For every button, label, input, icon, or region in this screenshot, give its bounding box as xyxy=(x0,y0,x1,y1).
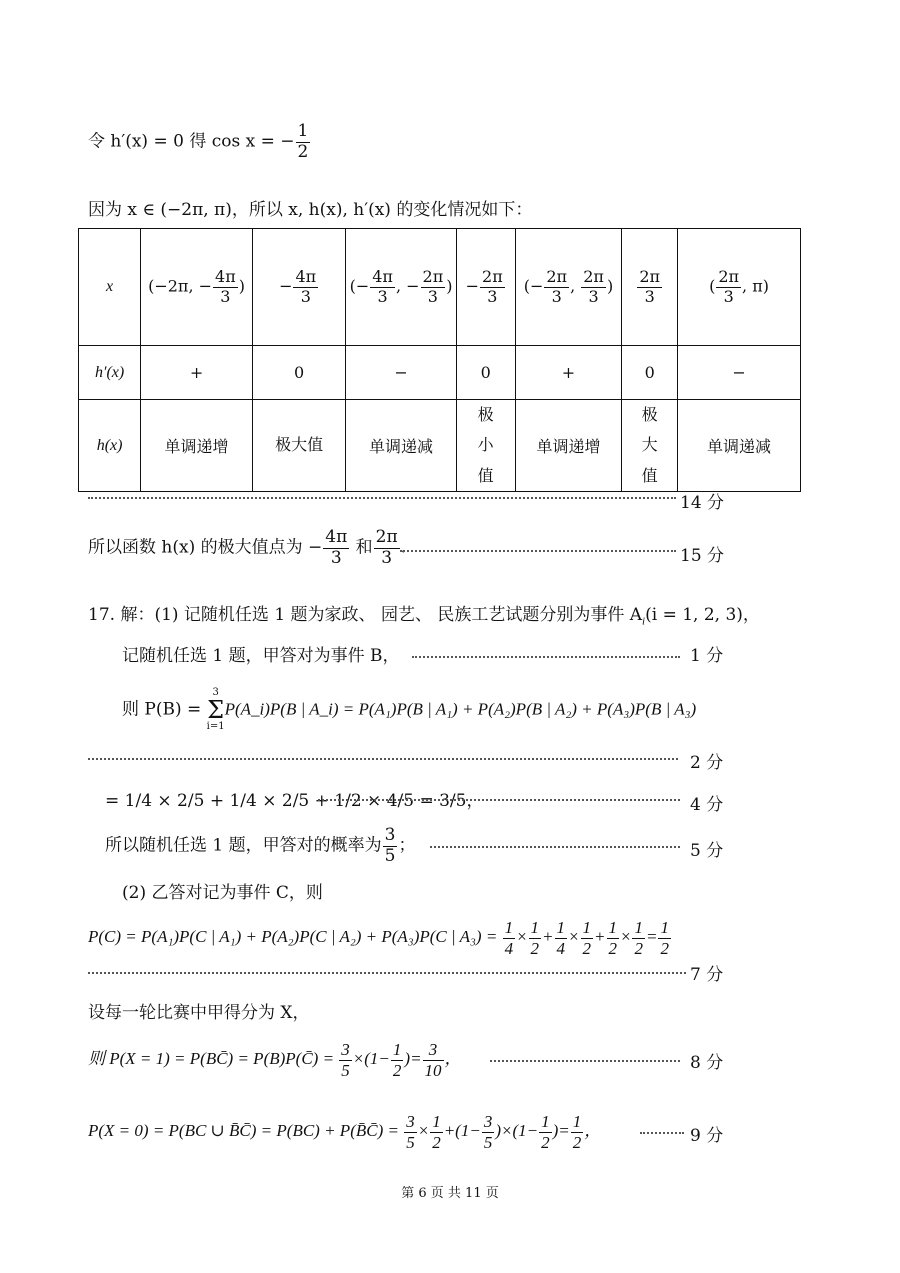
dotted-leader xyxy=(88,497,676,499)
x-cell: − $\frac{2\pi}{3}$ xyxy=(456,229,515,346)
hprime-cell: + xyxy=(141,346,253,400)
px0-formula: P(X = 0) = P(BC ∪ B̄C̄) = P(BC) + P(B̄C̄) = $\frac{3}{5}$ × $\frac{1}{2}$ +(1− $\frac{3}{5}$ )×(1− $\frac{1}{2}$ )= $\frac{1}{2}$ ， xyxy=(88,1112,602,1152)
dotted-leader xyxy=(490,1060,680,1062)
dotted-leader xyxy=(640,1132,684,1134)
variation-intro: 因为 x ∈ (−2π, π)，所以 x, h(x), h′(x) 的变化情况如下： xyxy=(88,200,533,220)
hprime-cell: 0 xyxy=(622,346,678,400)
dotted-leader xyxy=(88,972,686,974)
hprime-cell: 0 xyxy=(456,346,515,400)
x-cell: (−2π, − $\frac{4\pi}{3}$ ) xyxy=(141,229,253,346)
dotted-leader xyxy=(318,799,680,801)
px1-formula: 则 P(X = 1) = P(BC̄) = P(B)P(C̄) = $\frac{3}{5}$ ×(1− $\frac{1}{2}$ )= $\frac{3}{10}$ ， xyxy=(88,1040,462,1080)
x-cell: $\frac{2\pi}{3}$ xyxy=(622,229,678,346)
score-4: 4 分 xyxy=(690,795,724,815)
sum-symbol: 3 Σ i=1 xyxy=(206,687,225,732)
hprime-cell: 0 xyxy=(252,346,345,400)
x-cell: ( $\frac{2\pi}{3}$ , π) xyxy=(678,229,801,346)
q17-heading: 17. 解：(1) 记随机任选 1 题为家政、 园艺、 民族工艺试题分别为事件 $A_i(i = 1$, 2, 3)， xyxy=(88,605,760,628)
hprime-fraction: $\frac{1}{2}$ xyxy=(297,121,309,162)
score-7: 7 分 xyxy=(690,965,724,985)
h-cell: 单调递增 xyxy=(141,400,253,492)
score-15: 15 分 xyxy=(680,546,725,566)
row-label-h: h(x) xyxy=(79,400,141,492)
row-label-x: x xyxy=(79,229,141,346)
score-8: 8 分 xyxy=(690,1053,724,1073)
score-1: 1 分 xyxy=(690,646,724,666)
page-footer: 第 6 页 共 11 页 xyxy=(401,1186,499,1201)
score-2: 2 分 xyxy=(690,753,724,773)
h-cell: 极大值 xyxy=(252,400,345,492)
probability-calculation: = 1/4 × 2/5 + 1/4 × 2/5 + 1/2 × 4/5 = 3/5， xyxy=(105,791,484,811)
probability-conclusion: 所以随机任选 1 题，甲答对的概率为 $\frac{3}{5}$ ； xyxy=(105,825,416,866)
score-14: 14 分 xyxy=(680,493,725,513)
table-row-h xyxy=(79,400,801,492)
score-9: 9 分 xyxy=(690,1126,724,1146)
dotted-leader xyxy=(88,758,678,760)
dotted-leader xyxy=(412,656,680,658)
variation-table xyxy=(78,228,801,492)
table-row-hprime xyxy=(79,346,801,400)
maximum-points-conclusion: 所以函数 h(x) 的极大值点为 − $\frac{4\pi}{3}$ 和 $\frac{2\pi}{3}$ . xyxy=(88,527,407,568)
define-x: 设每一轮比赛中甲得分为 X， xyxy=(88,1003,310,1023)
q17-part2-heading: (2) 乙答对记为事件 C，则 xyxy=(122,883,323,903)
hprime-equation xyxy=(88,122,311,162)
dotted-leader xyxy=(430,846,680,848)
h-cell: 单调递减 xyxy=(346,400,456,492)
h-cell: 极小值 xyxy=(456,400,515,492)
h-cell: 单调递减 xyxy=(678,400,801,492)
q17-event-b: 记随机任选 1 题，甲答对为事件 B， xyxy=(122,646,400,666)
hprime-cell: + xyxy=(515,346,622,400)
pc-formula: P(C) = P(A₁)P(C | A₁) + P(A₂)P(C | A₂) + P(A₃)P(C | A₃) = $\frac{1}{4}$ × $\frac{1}{2}$ + $\frac{1}{4}$ × $\frac{1}{2}$ + $\frac{1}{2}$ × $\frac{1}{2}$ = $\frac{1}{2}$ xyxy=(88,918,669,958)
score-5: 5 分 xyxy=(690,841,724,861)
h-cell: 极大值 xyxy=(622,400,678,492)
hprime-equation-text: 令 h′(x) = 0 得 cos x = − xyxy=(88,131,295,152)
hprime-cell: − xyxy=(346,346,456,400)
table-row-x xyxy=(79,229,801,346)
hprime-cell: − xyxy=(678,346,801,400)
x-cell: − $\frac{4\pi}{3}$ xyxy=(252,229,345,346)
total-probability-formula: 则 P(B) = 3 Σ i=1 P(A_i)P(B | A_i) = P(A₁)P(B | A₁) + P(A₂)P(B | A₂) + P(A₃)P(B | A₃) xyxy=(122,687,697,732)
x-cell: (− $\frac{4\pi}{3}$ , − $\frac{2\pi}{3}$ ) xyxy=(346,229,456,346)
dotted-leader xyxy=(400,550,676,552)
x-cell: (− $\frac{2\pi}{3}$ , $\frac{2\pi}{3}$ ) xyxy=(515,229,622,346)
row-label-hprime: h′(x) xyxy=(79,346,141,400)
h-cell: 单调递增 xyxy=(515,400,622,492)
